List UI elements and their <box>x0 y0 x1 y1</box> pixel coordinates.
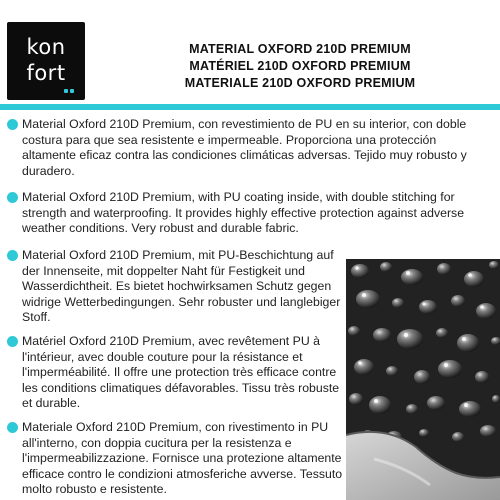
bullet-dot-icon <box>7 250 18 261</box>
bullet-dot-icon <box>7 336 18 347</box>
header <box>0 0 500 104</box>
bullet-dot-icon <box>7 422 18 433</box>
description-spanish <box>7 117 493 179</box>
title-italian: MATERIALE 210D OXFORD PREMIUM <box>184 76 416 90</box>
title-french: MATÉRIEL 210D OXFORD PREMIUM <box>189 59 411 73</box>
description-text: Material Oxford 210D Premium, con revestimiento de PU en su interior, con doble costura para que sea resistente e impermeable. Proporciona una protección altamente eficaz contra las condiciones climáticas adversas. Tejido muy robusto y duradero. <box>22 117 467 178</box>
accent-band <box>0 104 500 110</box>
konfort-logo <box>7 22 85 100</box>
logo-dots-icon <box>64 89 76 93</box>
description-english <box>7 190 493 237</box>
bullet-dot-icon <box>7 192 18 203</box>
description-text: Material Oxford 210D Premium, with PU coating inside, with double stitching for strength and waterproofing. It provides highly effective protection against adverse weather conditions. Very robust and durable fabric. <box>22 190 465 235</box>
fabric-water-drops-photo <box>346 259 500 500</box>
description-text: Material Oxford 210D Premium, mit PU-Beschichtung auf der Innenseite, mit doppelter Naht für Festigkeit und Wasserdichtheit. Es bietet hochwirksamen Schutz gegen widrige Wetterbedingungen. Sehr robuster und langlebiger Stoff. <box>22 248 341 324</box>
title-spanish: MATERIAL OXFORD 210D PREMIUM <box>189 42 411 56</box>
description-french <box>7 334 343 412</box>
water-drops-image <box>346 259 500 500</box>
logo-text-bottom: fort <box>26 61 66 85</box>
description-text: Matériel Oxford 210D Premium, avec revêtement PU à l'intérieur, avec double couture pour la résistance et l'imperméabilité. Il offre une protection très efficace contre les conditions climatiques défavorables. Tissu très robuste et durable. <box>22 334 340 410</box>
description-text: Materiale Oxford 210D Premium, con rivestimento in PU all'interno, con doppia cucitura per la resistenza e l'impermeabilizzazione. Fornisce una protezione altamente efficace contro le condizioni atmosferiche avverse. Tessuto molto robusto e resistente. <box>22 420 343 496</box>
product-titles <box>110 41 490 92</box>
bullet-dot-icon <box>7 119 18 130</box>
description-italian <box>7 420 343 498</box>
logo-text-top: kon <box>26 35 66 59</box>
description-german <box>7 248 343 326</box>
